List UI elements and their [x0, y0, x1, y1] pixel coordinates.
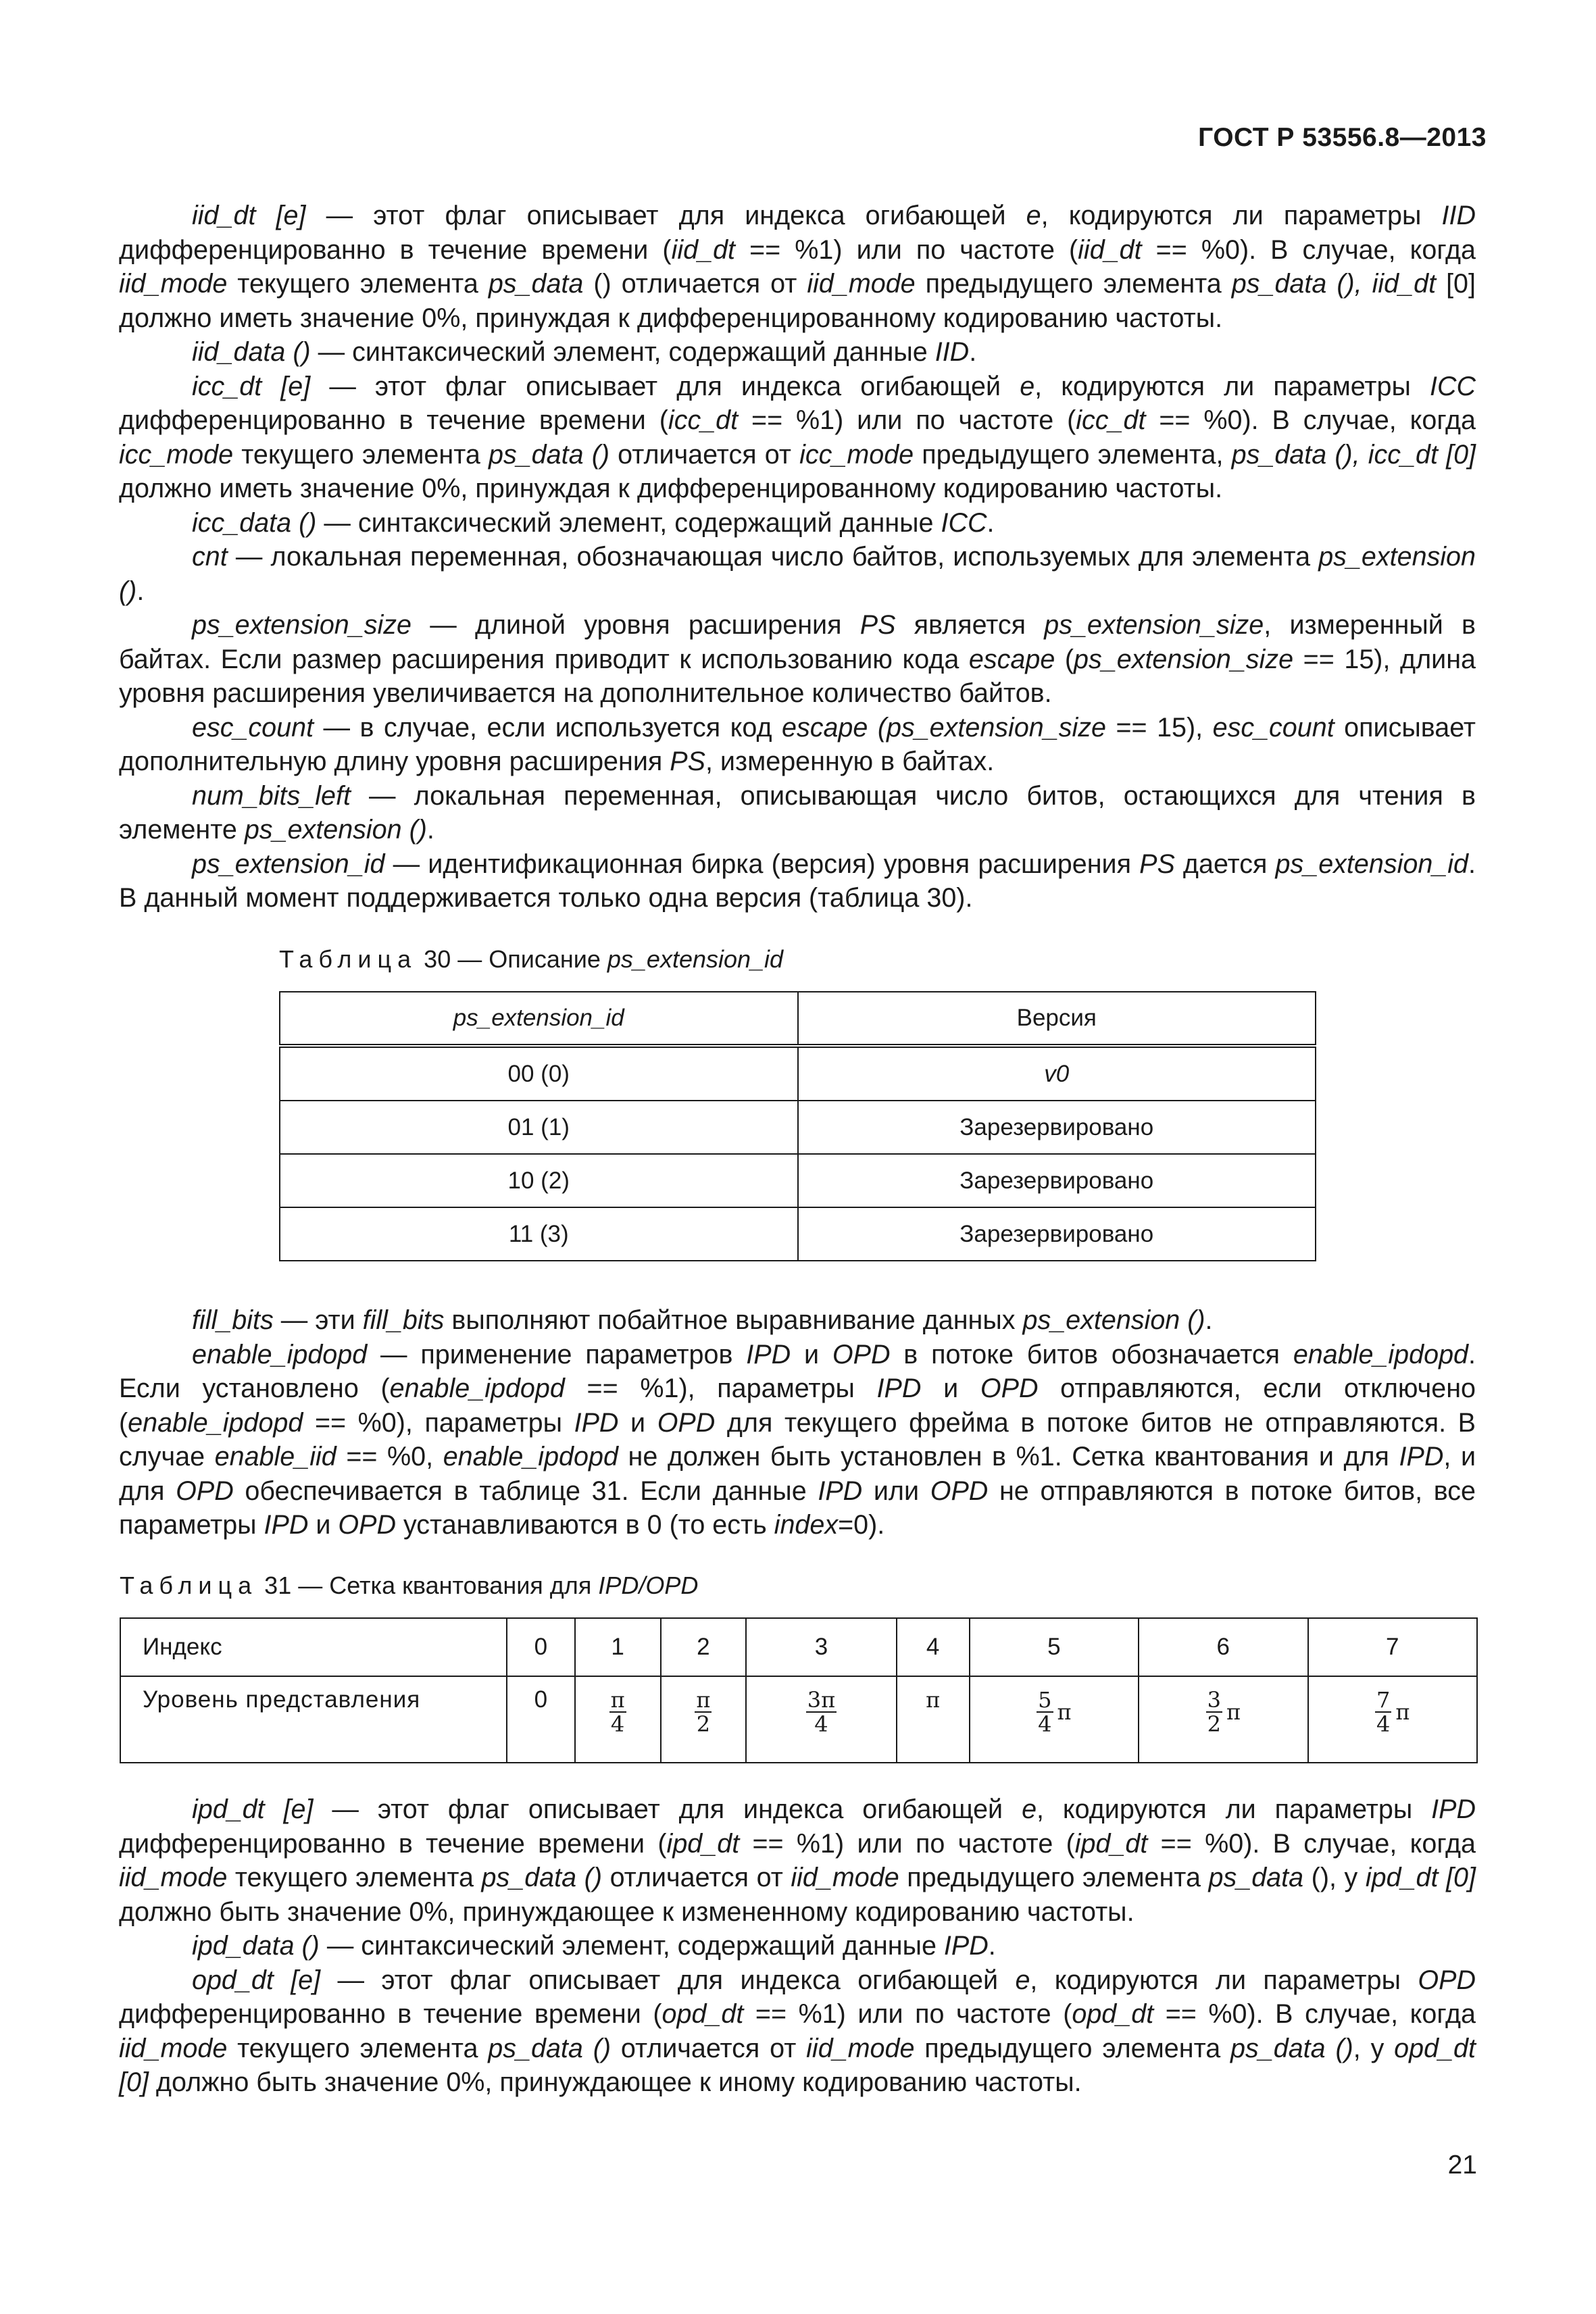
body-text: предыдущего элемента	[899, 1863, 1209, 1892]
fraction-numerator: 3π	[807, 1687, 836, 1713]
body-text: .	[987, 507, 995, 538]
definition-paragraph	[119, 370, 1476, 506]
fraction-denominator: 4	[814, 1711, 828, 1737]
body-text: должно быть значение 0%, принуждающее к иному кодированию частоты.	[148, 2067, 1082, 2097]
body-text: .	[1205, 1305, 1213, 1335]
definition-paragraph	[119, 199, 1476, 335]
term-text: icc_dt	[1076, 405, 1146, 435]
term-text: iid_mode	[806, 2033, 915, 2063]
term-text: ps_extension ()	[119, 542, 1476, 606]
fraction-numerator: 3	[1207, 1687, 1221, 1713]
term-text: ps_extension_size	[192, 610, 412, 640]
body-text: — в случае, если используется код	[314, 712, 782, 743]
fraction-value	[1037, 1688, 1071, 1736]
body-text: для текущего фрейма в потоке битов не отправляются. В случае	[119, 1407, 1476, 1472]
term-text: ipd_dt [0]	[1365, 1863, 1476, 1892]
fraction-value	[609, 1686, 626, 1737]
definition-paragraph	[119, 506, 1476, 540]
table-cell: v0	[798, 1046, 1316, 1101]
pi-symbol: π	[1057, 1699, 1072, 1725]
fraction-denominator: 4	[1038, 1711, 1052, 1737]
body-text: — локальная переменная, обозначающая число байтов, используемых для элемента	[227, 542, 1319, 572]
body-text: в потоке битов обозначается	[890, 1339, 1293, 1369]
term-text: PS	[1139, 849, 1175, 879]
term-text: opd_dt [0]	[119, 2033, 1476, 2097]
term-text: cnt	[192, 542, 228, 572]
term-text: ps_data (), iid_dt	[1231, 269, 1437, 299]
body-text: == %0), параметры	[303, 1407, 574, 1438]
term-text: ps_data ()	[488, 439, 610, 470]
body-text: дифференцированно в течение времени (	[119, 1999, 662, 2029]
term-text: IID	[934, 337, 970, 367]
body-text: текущего элемента	[233, 439, 489, 470]
definition-paragraph	[119, 847, 1476, 915]
body-text: == %0,	[336, 1442, 443, 1472]
term-text: enable_iid	[214, 1442, 336, 1472]
body-text: дифференцированно в течение времени (	[119, 234, 672, 265]
term-text: fill_bits	[192, 1305, 274, 1335]
term-text: OPD	[338, 1510, 397, 1540]
body-text: должно быть значение 0%, принуждающее к измененному кодированию частоты.	[119, 1896, 1134, 1927]
pi-symbol: π	[1226, 1699, 1241, 1725]
term-text: ipd_dt	[666, 1828, 740, 1859]
table-header-row	[280, 992, 1316, 1046]
term-text: ipd_data ()	[192, 1931, 320, 1961]
body-text: и	[921, 1374, 980, 1403]
body-text: является	[895, 610, 1045, 640]
term-text: iid_dt	[1078, 234, 1142, 265]
pi-symbol: π	[1395, 1699, 1410, 1725]
body-text: выполняют побайтное выравнивание данных	[444, 1305, 1023, 1335]
table-cell: 6	[1139, 1618, 1307, 1676]
body-text: — синтаксический элемент, содержащий данные	[310, 337, 935, 367]
body-text: дифференцированно в течение времени (	[119, 1828, 667, 1859]
fraction-value	[695, 1686, 712, 1737]
body-text: отличается от	[602, 1863, 791, 1892]
body-text: (	[1055, 644, 1074, 674]
table-cell: 10 (2)	[280, 1154, 798, 1207]
body-text: == 15), длина уровня расширения увеличивается на дополнительное количество байтов.	[119, 644, 1476, 708]
definition-paragraph	[119, 1338, 1476, 1542]
definition-paragraph	[119, 608, 1476, 711]
body-text: . Если установлено (	[119, 1339, 1476, 1403]
body-text: .	[136, 576, 145, 606]
table-cell	[1308, 1676, 1478, 1763]
fraction-denominator: 4	[610, 1711, 625, 1737]
term-text: IPD	[943, 1931, 989, 1961]
table-cell: 7	[1308, 1618, 1478, 1676]
level-value: 0	[534, 1686, 548, 1713]
body-text: .	[988, 1931, 996, 1961]
body-text: — этот флаг описывает для индекса огибающей	[313, 1794, 1022, 1824]
term-text: opd_dt	[1072, 1999, 1154, 2029]
term-text: iid_mode	[119, 2033, 228, 2063]
definitions-block-2	[119, 1303, 1476, 1542]
term-text: IPD	[574, 1407, 619, 1438]
fraction-numerator: π	[696, 1687, 711, 1713]
term-text: IPD	[818, 1476, 863, 1506]
definition-paragraph	[119, 1303, 1476, 1338]
body-text: =0).	[838, 1510, 885, 1540]
term-text: ipd_dt [e]	[192, 1794, 314, 1824]
term-text: ps_extension_size	[1044, 610, 1264, 640]
body-text: предыдущего элемента,	[914, 439, 1232, 470]
body-text: — этот флаг описывает для индекса огибающей	[310, 371, 1020, 401]
level-value: π	[926, 1687, 941, 1713]
body-text: , кодируются ли параметры	[1030, 1965, 1418, 1995]
table-row	[280, 1101, 1316, 1154]
body-text: .	[969, 337, 977, 367]
body-text: . В данный момент поддерживается только одна версия (таблица 30).	[119, 849, 1476, 913]
term-text: ps_data (), icc_dt [0]	[1231, 439, 1476, 470]
table-cell: 00 (0)	[280, 1046, 798, 1101]
body-text: , кодируются ли параметры	[1034, 371, 1430, 401]
term-text: OPD	[176, 1476, 234, 1506]
table-cell: Зарезервировано	[798, 1154, 1316, 1207]
body-text: == %1), параметры	[564, 1374, 877, 1403]
term-text: icc_data ()	[192, 507, 317, 538]
body-text: — этот флаг описывает для индекса огибающей	[320, 1965, 1016, 1995]
fraction-denominator: 4	[1376, 1711, 1391, 1737]
term-text: e	[1026, 201, 1041, 230]
term-text: ps_data ()	[481, 1863, 602, 1892]
definition-paragraph	[119, 335, 1476, 370]
term-text: enable_ipdopd	[389, 1374, 565, 1403]
body-text: отличается от	[611, 2033, 807, 2063]
body-text: отличается от	[609, 439, 800, 470]
term-text: IPD	[1431, 1794, 1476, 1824]
table-cell	[970, 1676, 1139, 1763]
body-text: == %0). В случае, когда	[1147, 1828, 1476, 1859]
term-text: esc_count	[1212, 712, 1335, 743]
definitions-block-3	[119, 1792, 1476, 2100]
term-text: ps_data	[488, 269, 584, 299]
body-text: == %1) или по частоте (	[738, 405, 1076, 435]
term-text: iid_data ()	[192, 337, 311, 367]
table-cell: 11 (3)	[280, 1207, 798, 1261]
term-text: iid_dt	[671, 234, 736, 265]
body-text: не отправляются в потоке битов, все параметры	[119, 1476, 1476, 1540]
body-text: — длиной уровня расширения	[412, 610, 860, 640]
body-text: , и для	[119, 1442, 1476, 1506]
term-text: OPD	[930, 1476, 989, 1506]
body-text: предыдущего элемента	[915, 269, 1232, 299]
term-text: enable_ipdopd	[1293, 1339, 1469, 1369]
term-text: enable_ipdopd	[192, 1339, 368, 1369]
table-cell: Зарезервировано	[798, 1207, 1316, 1261]
term-text: iid_dt [e]	[192, 201, 306, 230]
table-cell: 2	[661, 1618, 747, 1676]
fraction-numerator: 5	[1038, 1687, 1052, 1713]
body-text: текущего элемента	[227, 1863, 482, 1892]
body-text: — синтаксический элемент, содержащий данные	[316, 507, 941, 538]
body-text: — идентификационная бирка (версия) уровня расширения	[384, 849, 1140, 879]
term-text: enable_ipdopd	[128, 1407, 303, 1438]
body-text: текущего элемента	[227, 269, 489, 299]
term-text: e	[1022, 1794, 1037, 1824]
table-30-caption: Таблица 30 — Описание ps_extension_id	[279, 945, 784, 973]
term-text: ps_data	[1208, 1863, 1304, 1892]
fraction-value	[1375, 1688, 1410, 1736]
body-text: — локальная переменная, описывающая число битов, остающихся для чтения в элементе	[119, 780, 1476, 845]
fraction-denominator: 2	[1207, 1711, 1221, 1737]
term-text: opd_dt [e]	[192, 1965, 321, 1995]
body-text: , у	[1353, 2033, 1395, 2063]
term-text: icc_mode	[799, 439, 914, 470]
fraction-numerator: π	[610, 1687, 625, 1713]
table-cell	[575, 1676, 661, 1763]
table-cell: 0	[507, 1618, 575, 1676]
body-text: == %0). В случае, когда	[1141, 234, 1476, 265]
term-text: ps_extension_id	[192, 849, 385, 879]
body-text: (), у	[1303, 1863, 1366, 1892]
body-text: () отличается от	[583, 269, 807, 299]
body-text: текущего элемента	[227, 2033, 489, 2063]
body-text: , кодируются ли параметры	[1037, 1794, 1432, 1824]
index-row	[120, 1618, 1477, 1676]
term-text: IID	[1441, 201, 1476, 230]
body-text: и	[618, 1407, 657, 1438]
column-header: Версия	[798, 992, 1316, 1046]
body-text: отправляются, если отключено (	[119, 1374, 1476, 1438]
body-text: дается	[1174, 849, 1276, 879]
definition-paragraph	[119, 1929, 1476, 1963]
body-text: == %0). В случае, когда	[1145, 405, 1476, 435]
table-30	[279, 991, 1316, 1261]
body-text: .	[426, 815, 434, 845]
definitions-block-1	[119, 199, 1476, 915]
term-text: iid_mode	[119, 1863, 228, 1892]
term-text: escape	[968, 644, 1055, 674]
body-text: и	[791, 1339, 832, 1369]
term-text: ps_extension_size	[1074, 644, 1294, 674]
table-cell: Зарезервировано	[798, 1101, 1316, 1154]
table-cell: 4	[897, 1618, 970, 1676]
body-text: , измеренную в байтах.	[705, 747, 995, 776]
table-cell: 5	[970, 1618, 1139, 1676]
table-cell	[507, 1676, 575, 1763]
table-cell: 1	[575, 1618, 661, 1676]
body-text: описывает дополнительную длину уровня расширения	[119, 712, 1476, 776]
term-text: OPD	[980, 1374, 1039, 1403]
table-31-caption: Таблица 31 — Сетка квантования для IPD/OPD	[120, 1571, 699, 1599]
body-text: должно иметь значение 0%, принуждая к дифференцированному кодированию частоты.	[119, 474, 1223, 503]
body-text: и	[308, 1510, 339, 1540]
term-text: ps_data ()	[1230, 2033, 1353, 2063]
table-row	[280, 1154, 1316, 1207]
term-text: PS	[859, 610, 896, 640]
body-text: предыдущего элемента	[914, 2033, 1231, 2063]
term-text: PS	[670, 747, 705, 776]
term-text: IPD	[876, 1374, 922, 1403]
table-cell	[1139, 1676, 1307, 1763]
definition-paragraph	[119, 540, 1476, 608]
term-text: enable_ipdopd	[443, 1442, 618, 1472]
body-text: — применение параметров	[367, 1339, 747, 1369]
definition-paragraph	[119, 711, 1476, 779]
body-text: устанавливаются в 0 (то есть	[396, 1510, 774, 1540]
term-text: OPD	[832, 1339, 891, 1369]
term-text: escape (ps_extension_size	[781, 712, 1106, 743]
standard-header: ГОСТ Р 53556.8—2013	[1198, 123, 1487, 152]
term-text: ps_extension ()	[244, 815, 427, 845]
definition-paragraph	[119, 1963, 1476, 2100]
term-text: esc_count	[192, 712, 314, 743]
body-text: — эти	[273, 1305, 363, 1335]
body-text: , измеренный в байтах. Если размер расширения приводит к использованию кода	[119, 610, 1476, 674]
row-label-index: Индекс	[120, 1618, 507, 1676]
term-text: IPD	[1399, 1442, 1444, 1472]
term-text: e	[1020, 371, 1035, 401]
representation-level-row	[120, 1676, 1477, 1763]
table-cell	[897, 1676, 970, 1763]
term-text: index	[774, 1510, 839, 1540]
body-text: == %0). В случае, когда	[1153, 1999, 1476, 2029]
page-number: 21	[1447, 2150, 1477, 2180]
body-text: == 15),	[1105, 712, 1213, 743]
term-text: IPD	[746, 1339, 791, 1369]
fraction-denominator: 2	[696, 1711, 711, 1737]
term-text: e	[1015, 1965, 1030, 1995]
term-text: icc_mode	[119, 439, 234, 470]
term-text: IPD	[264, 1510, 309, 1540]
term-text: iid_mode	[791, 1863, 899, 1892]
term-text: ipd_dt	[1074, 1828, 1148, 1859]
definition-paragraph	[119, 779, 1476, 847]
term-text: OPD	[657, 1407, 716, 1438]
table-cell	[661, 1676, 747, 1763]
table-row	[280, 1046, 1316, 1101]
term-text: iid_mode	[119, 269, 228, 299]
table-31	[120, 1617, 1478, 1763]
table-cell: 3	[746, 1618, 896, 1676]
fraction-value	[806, 1686, 837, 1737]
term-text: num_bits_left	[192, 780, 351, 811]
term-text: iid_mode	[807, 269, 916, 299]
table-cell	[746, 1676, 896, 1763]
body-text: , кодируются ли параметры	[1041, 201, 1442, 230]
column-header: ps_extension_id	[280, 992, 798, 1046]
body-text: == %1) или по частоте (	[739, 1828, 1075, 1859]
term-text: icc_dt [e]	[192, 371, 311, 401]
term-text: fill_bits	[362, 1305, 445, 1335]
term-text: ICC	[1429, 371, 1476, 401]
fraction-numerator: 7	[1376, 1687, 1391, 1713]
body-text: не должен быть установлен в %1. Сетка квантования и для	[618, 1442, 1399, 1472]
term-text: ps_extension ()	[1022, 1305, 1205, 1335]
term-text: ps_data ()	[488, 2033, 612, 2063]
body-text: дифференцированно в течение времени (	[119, 405, 668, 435]
body-text: — этот флаг описывает для индекса огибающей	[305, 201, 1026, 230]
body-text: или	[862, 1476, 930, 1506]
term-text: opd_dt	[662, 1999, 744, 2029]
body-text: [0] должно иметь значение 0%, принуждая к дифференцированному кодированию частоты.	[119, 269, 1476, 333]
definition-paragraph	[119, 1792, 1476, 1929]
body-text: — синтаксический элемент, содержащий данные	[319, 1931, 944, 1961]
term-text: ps_extension_id	[1275, 849, 1469, 879]
body-text: == %1) или по частоте (	[743, 1999, 1072, 2029]
term-text: OPD	[1418, 1965, 1476, 1995]
term-text: ICC	[941, 507, 987, 538]
body-text: == %1) или по частоте (	[735, 234, 1078, 265]
term-text: icc_dt	[668, 405, 739, 435]
fraction-value	[1206, 1688, 1241, 1736]
table-cell: 01 (1)	[280, 1101, 798, 1154]
body-text: обеспечивается в таблице 31. Если данные	[233, 1476, 818, 1506]
table-row	[280, 1207, 1316, 1261]
row-label-representation-level: Уровень представления	[120, 1676, 507, 1763]
